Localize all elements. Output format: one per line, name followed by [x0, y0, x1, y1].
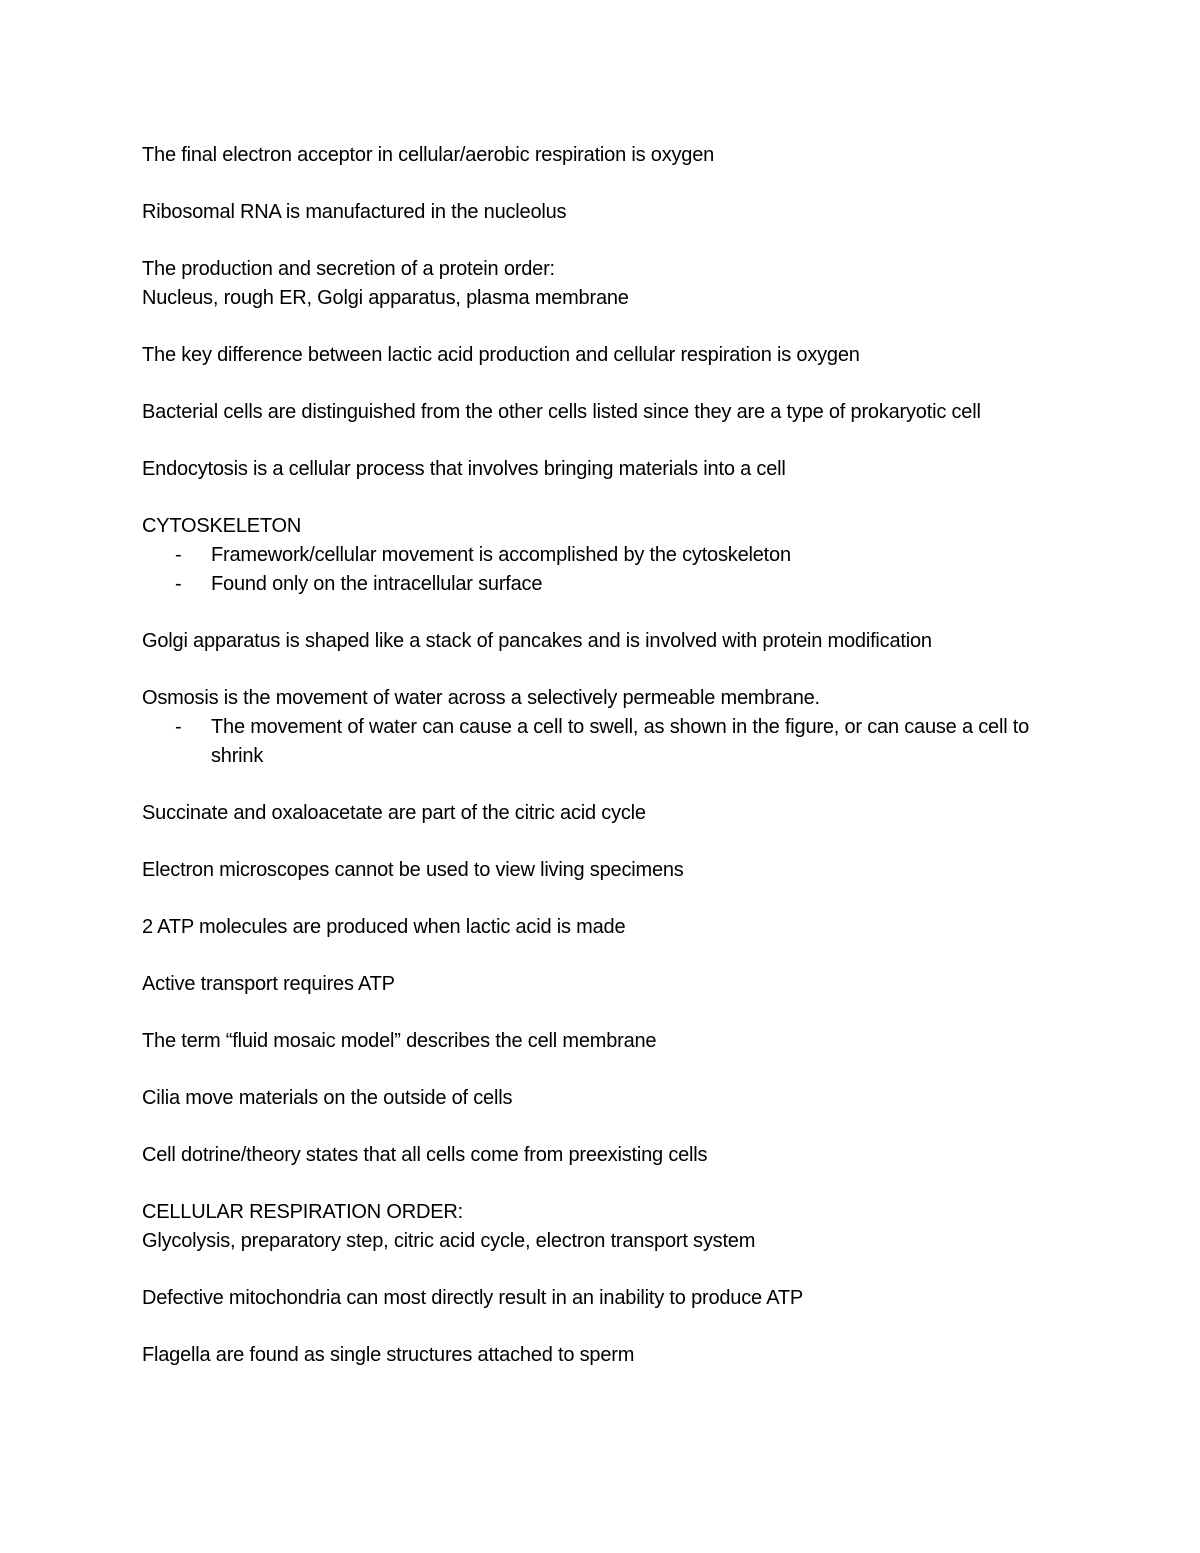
protein-secretion-heading: The production and secretion of a protein order: — [142, 258, 555, 280]
protein-secretion-order: Nucleus, rough ER, Golgi apparatus, plasma membrane — [142, 287, 629, 309]
note-ribosomal-rna: Ribosomal RNA is manufactured in the nucleolus — [142, 201, 567, 223]
note-endocytosis: Endocytosis is a cellular process that involves bringing materials into a cell — [142, 458, 786, 480]
cytoskeleton-heading: CYTOSKELETON — [142, 515, 302, 537]
note-protein-secretion — [142, 255, 1057, 313]
note-fluid-mosaic-model: The term “fluid mosaic model” describes the cell membrane — [142, 1030, 657, 1052]
note-active-transport: Active transport requires ATP — [142, 973, 395, 995]
note-bacterial-cells: Bacterial cells are distinguished from the other cells listed since they are a type of prokaryotic cell — [142, 401, 981, 423]
note-flagella: Flagella are found as single structures attached to sperm — [142, 1344, 635, 1366]
list-item — [142, 713, 1057, 771]
list-item-text: The movement of water can cause a cell to swell, as shown in the figure, or can cause a cell to shrink — [211, 716, 1030, 767]
respiration-order-steps: Glycolysis, preparatory step, citric acid cycle, electron transport system — [142, 1230, 756, 1252]
note-electron-microscopes: Electron microscopes cannot be used to view living specimens — [142, 859, 684, 881]
note-final-electron-acceptor: The final electron acceptor in cellular/aerobic respiration is oxygen — [142, 144, 715, 166]
note-atp-lactic-acid: 2 ATP molecules are produced when lactic acid is made — [142, 916, 626, 938]
cytoskeleton-section — [142, 512, 1057, 599]
osmosis-section — [142, 684, 1057, 771]
note-cilia: Cilia move materials on the outside of cells — [142, 1087, 513, 1109]
note-cellular-respiration-order — [142, 1198, 1057, 1256]
list-item-text: Framework/cellular movement is accomplished by the cytoskeleton — [211, 544, 791, 566]
bullet-dash: - — [175, 573, 182, 595]
note-citric-acid-cycle: Succinate and oxaloacetate are part of the citric acid cycle — [142, 802, 646, 824]
notes-body — [142, 141, 1057, 1398]
respiration-order-heading: CELLULAR RESPIRATION ORDER: — [142, 1201, 463, 1223]
list-item — [142, 541, 1057, 570]
note-lactic-acid-difference: The key difference between lactic acid production and cellular respiration is oxygen — [142, 344, 860, 366]
cytoskeleton-list — [142, 541, 1057, 599]
list-item-text: Found only on the intracellular surface — [211, 573, 543, 595]
bullet-dash: - — [175, 544, 182, 566]
note-defective-mitochondria: Defective mitochondria can most directly result in an inability to produce ATP — [142, 1287, 804, 1309]
osmosis-list — [142, 713, 1057, 771]
note-golgi-apparatus: Golgi apparatus is shaped like a stack of pancakes and is involved with protein modification — [142, 630, 932, 652]
note-cell-theory: Cell dotrine/theory states that all cells come from preexisting cells — [142, 1144, 708, 1166]
list-item — [142, 570, 1057, 599]
bullet-dash: - — [175, 716, 182, 738]
osmosis-definition: Osmosis is the movement of water across a selectively permeable membrane. — [142, 687, 820, 709]
